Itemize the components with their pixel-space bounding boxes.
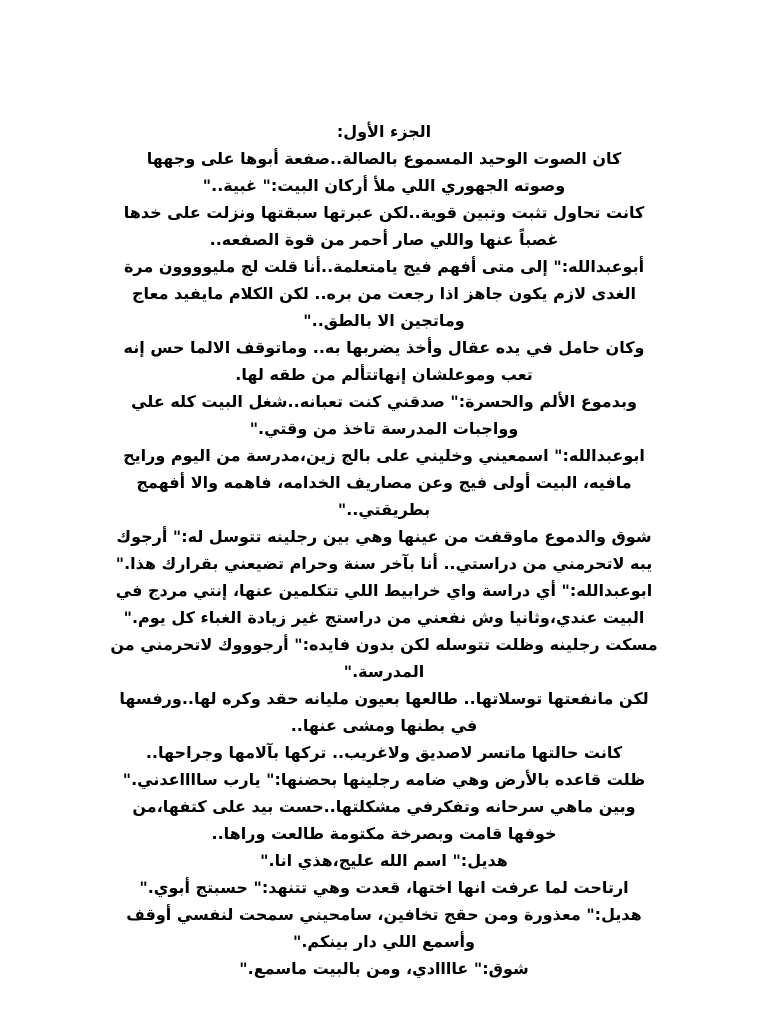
- text-line: وواجبات المدرسة تاخذ من وقتي.": [249, 419, 519, 438]
- text-line: ابوعبدالله:" أي دراسة واي خرابيط اللي تتكلمين عنها، إنتي مردج في: [115, 581, 653, 600]
- text-line: وأسمع اللي دار بينكم.": [293, 932, 475, 951]
- text-line: يبه لاتحرمني من دراستي.. أنا بآخر سنة وحرام تضيعني بقرارك هذا.": [115, 554, 653, 573]
- story-page: [110, 118, 658, 998]
- text-line: كانت حالتها ماتسر لاصديق ولاغريب.. تركها بآلامها وجراحها..: [145, 743, 623, 762]
- text-line: وبدموع الألم والحسرة:" صدقني كنت تعبانه..شغل البيت كله علي: [131, 392, 637, 411]
- text-line: كان الصوت الوحيد المسموع بالصالة..صفعة أبوها على وجهها: [146, 149, 622, 168]
- text-line: شوق والدموع ماوقفت من عينها وهي بين رجلينه تتوسل له:" أرجوك: [116, 527, 652, 546]
- chapter-title: الجزء الأول:: [336, 122, 432, 141]
- text-line: هديل:" اسم الله عليج،هذي انا.": [260, 851, 508, 870]
- text-line: أبوعبدالله:" إلى متى أفهم فيج يامتعلمة..أنا قلت لج مليوووون مرة: [123, 257, 645, 276]
- text-line: شوق:" عاااادي، ومن بالبيت ماسمع.": [239, 959, 529, 978]
- text-line: وكان حامل في يده عقال وأخذ يضربها به.. وماتوقف الالما حس إنه: [123, 338, 645, 357]
- text-line: البيت عندي،وثانيا وش نفعني من دراستج غير زيادة الغباء كل يوم.": [123, 608, 645, 627]
- text-line: تعب وموعلشان إنهاتتألم من طقه لها.: [235, 365, 533, 384]
- text-line: غصباً عنها واللي صار أحمر من قوة الصفعه..: [209, 230, 559, 249]
- text-line: ابوعبدالله:" اسمعيني وخليني على بالج زين،مدرسة من اليوم ورايح: [123, 446, 645, 465]
- text-line: في بطنها ومشى عنها..: [290, 716, 478, 735]
- text-line: وبين ماهي سرحانه وتفكرفي مشكلتها..حست بيد على كتفها،من: [132, 797, 636, 816]
- text-line: ارتاحت لما عرفت انها اختها، قعدت وهي تتنهد:" حسبتج أبوي.": [139, 878, 629, 897]
- text-line: كانت تحاول تثبت وتبين قوية..لكن عبرتها سبقتها ونزلت على خدها: [123, 203, 645, 222]
- text-line: مافيه، البيت أولى فيج وعن مصاريف الخدامه، فاهمه والا أفهمج: [136, 473, 632, 492]
- text-line: ظلت قاعده بالأرض وهي ضامه رجلينها بحضنها:" يارب سااااعدني.": [122, 770, 646, 789]
- text-line: الغدى لازم يكون جاهز اذا رجعت من بره.. لكن الكلام مايفيد معاج: [132, 284, 636, 303]
- text-line: مسكت رجلينه وظلت تتوسله لكن بدون فايده:" أرجوووك لاتحرمني من: [110, 635, 658, 654]
- text-line: وماتجين الا بالطق..": [303, 311, 465, 330]
- text-line: خوفها قامت وبصرخة مكتومة طالعت وراها..: [211, 824, 557, 843]
- text-line: وصوته الجهوري اللي ملأ أركان البيت:" غبية..": [202, 176, 566, 195]
- text-line: المدرسة.": [343, 662, 425, 681]
- text-line: لكن مانفعتها توسلاتها.. طالعها بعيون مليانه حقد وكره لها..ورفسها: [119, 689, 649, 708]
- text-line: هديل:" معذورة ومن حقج تخافين، سامحيني سمحت لنفسي أوقف: [126, 905, 642, 924]
- text-line: بطريقتي..": [337, 500, 431, 519]
